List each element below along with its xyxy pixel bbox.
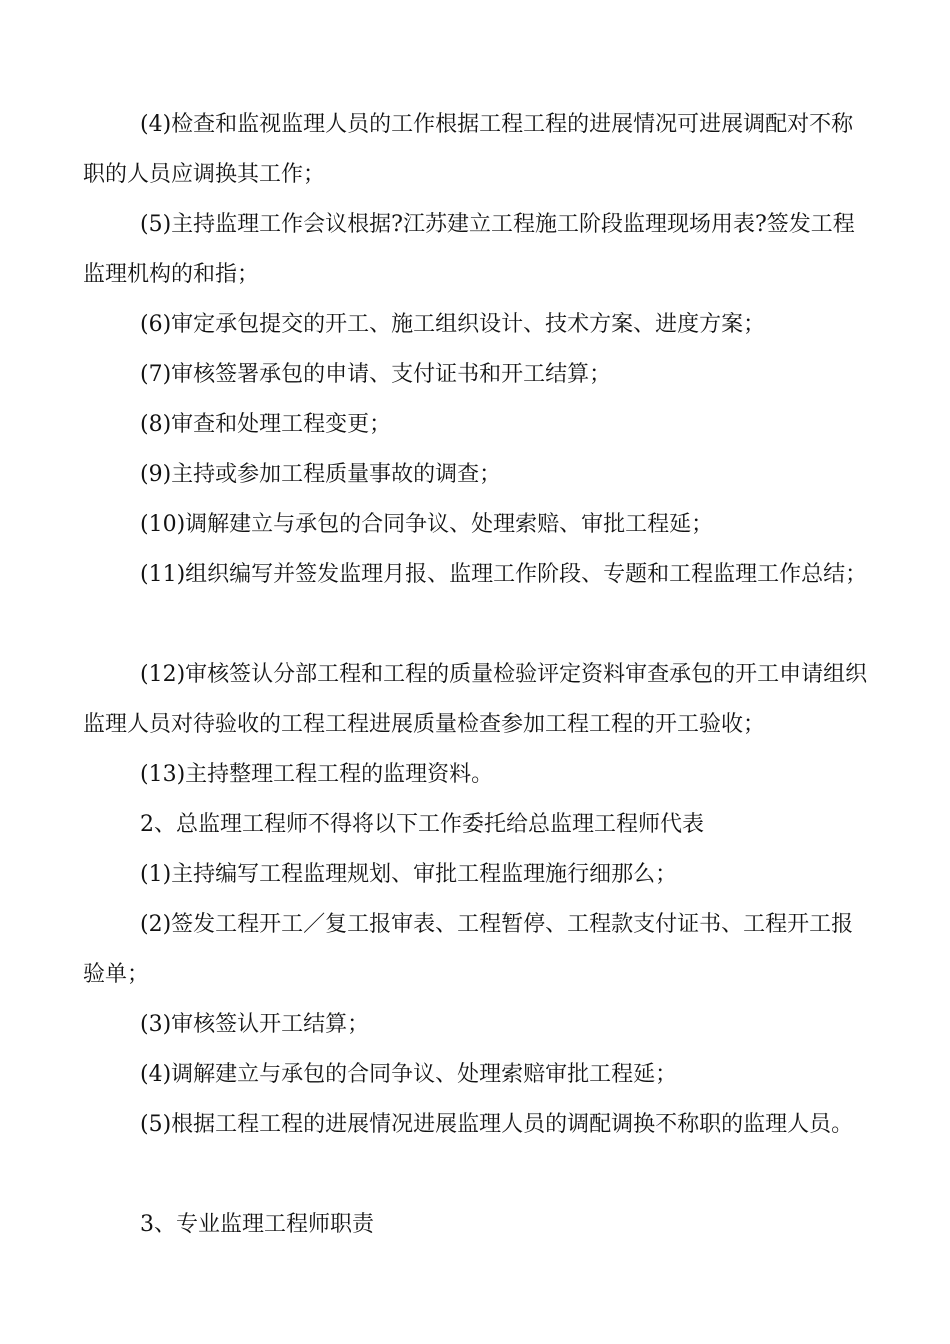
paragraph-item-9-quality-accidents: (9)主持或参加工程质量事故的调查； <box>140 462 502 487</box>
paragraph-item-11-monthly-reports: (11)组织编写并签发监理月报、监理工作阶段、专题和工程监理工作总结； <box>140 562 868 587</box>
paragraph-item-3-completion-settlement: (3)审核签认开工结算； <box>140 1012 370 1037</box>
paragraph-item-5-host-meetings: (5)主持监理工作会议根据?江苏建立工程施工阶段监理现场用表?签发工程监理机构的和指； <box>83 212 855 287</box>
paragraph-item-8-engineering-changes: (8)审查和处理工程变更； <box>140 412 392 437</box>
section-heading-2-non-delegable-duties: 2、总监理工程师不得将以下工作委托给总监理工程师代表 <box>140 812 704 837</box>
section-heading-3-specialist-duties: 3、专业监理工程师职责 <box>140 1212 374 1237</box>
paragraph-item-4-contract-disputes: (4)调解建立与承包的合同争议、处理索赔审批工程延； <box>140 1062 678 1087</box>
paragraph-item-2-sign-forms: (2)签发工程开工／复工报审表、工程暂停、工程款支付证书、工程开工报验单； <box>83 912 854 987</box>
paragraph-item-5-staff-allocation: (5)根据工程工程的进展情况进展监理人员的调配调换不称职的监理人员。 <box>140 1112 854 1137</box>
paragraph-item-12-quality-inspection: (12)审核签认分部工程和工程的质量检验评定资料审查承包的开工申请组织监理人员对待验收的工程工程进展质量检查参加工程工程的开工验收； <box>83 662 868 737</box>
paragraph-item-1-supervision-plan: (1)主持编写工程监理规划、审批工程监理施行细那么； <box>140 862 678 887</box>
paragraph-item-6-review-plans: (6)审定承包提交的开工、施工组织设计、技术方案、进度方案； <box>140 312 766 337</box>
paragraph-item-4-supervise-staff: (4)检查和监视监理人员的工作根据工程工程的进展情况可进展调配对不称职的人员应调换其工作； <box>83 112 854 187</box>
paragraph-item-13-archive-materials: (13)主持整理工程工程的监理资料。 <box>140 762 494 787</box>
paragraph-item-7-sign-payments: (7)审核签署承包的申请、支付证书和开工结算； <box>140 362 612 387</box>
paragraph-item-10-contract-disputes: (10)调解建立与承包的合同争议、处理索赔、审批工程延； <box>140 512 714 537</box>
